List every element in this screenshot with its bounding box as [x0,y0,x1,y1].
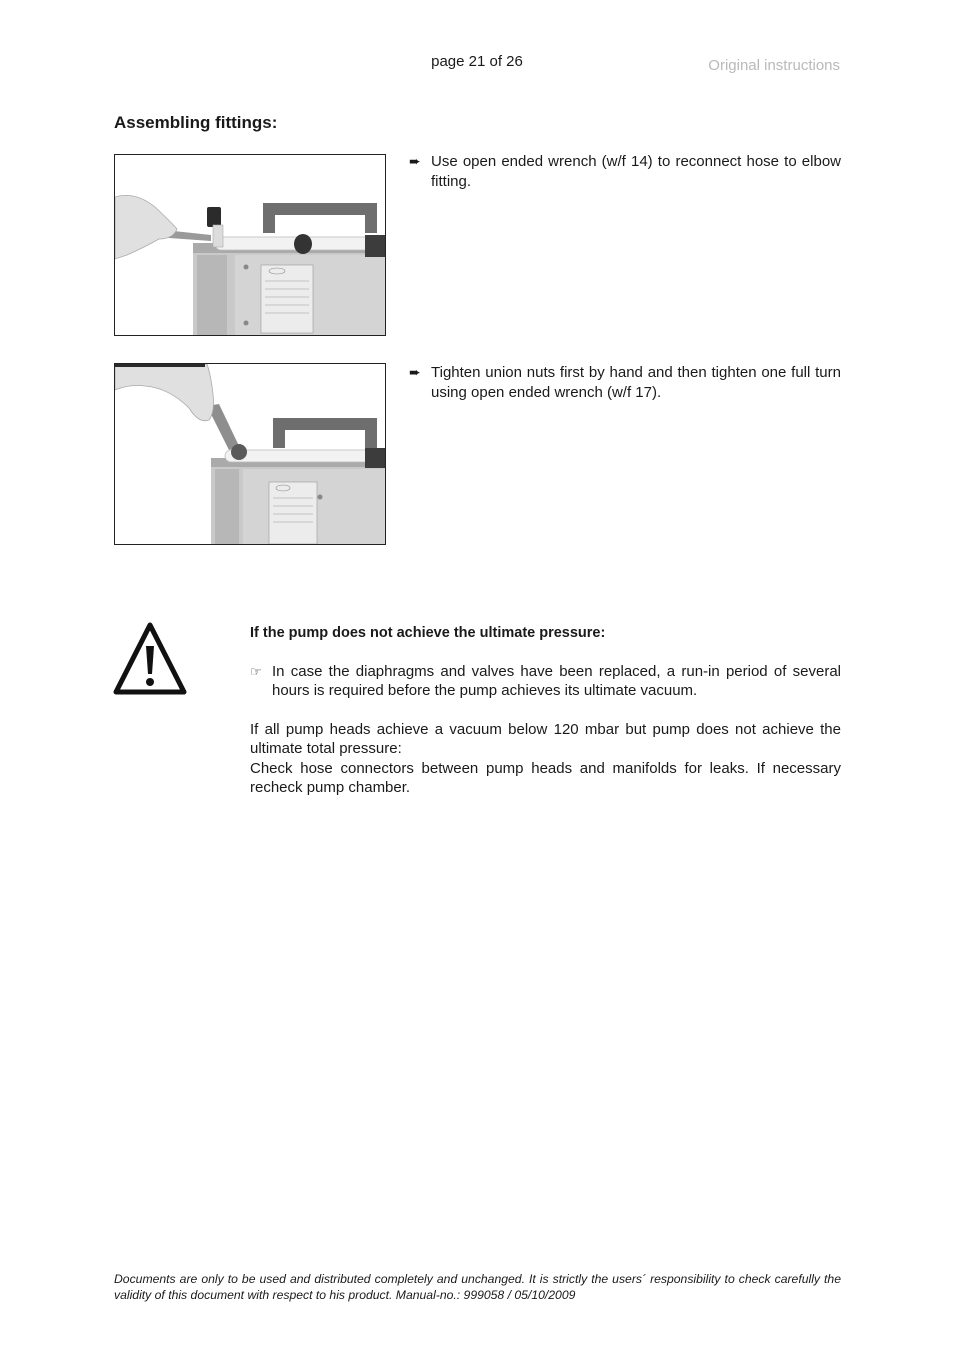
notice-bullet-text: In case the diaphragms and valves have been replaced, a run-in period of several hours is required before the pump achieves its ultimate vacuum. [272,662,841,699]
notice-title: If the pump does not achieve the ultimate pressure: [250,625,606,641]
section-heading: Assembling fittings: [114,113,278,132]
step-text: Tighten union nuts first by hand and then tighten one full turn using open ended wrench (w/f 17). [431,364,841,401]
footer-disclaimer: Documents are only to be used and distributed completely and unchanged. It is strictly the users´ responsibility to check carefully the validity of this document with respect to his product. Manual-no.: 999058 / 05/10/2009 [114,1272,841,1302]
notice-para-2: Check hose connectors between pump heads and manifolds for leaks. If necessary recheck pump chamber. [250,759,841,796]
photo-reconnect-hose [114,154,386,336]
warning-triangle-icon [112,620,188,698]
photo-tighten-union-nuts [114,363,386,545]
notice-bullet [250,662,841,701]
arrow-right-icon: ➨ [409,153,421,169]
header-note: Original instructions [708,57,840,74]
step-reconnect-hose [409,152,841,191]
arrow-right-icon: ➨ [409,364,421,380]
step-text: Use open ended wrench (w/f 14) to reconnect hose to elbow fitting. [431,153,841,190]
page-number: page 21 of 26 [431,53,523,70]
notice-paragraph [250,720,841,798]
notice-para-1: If all pump heads achieve a vacuum below 120 mbar but pump does not achieve the ultimate total pressure: [250,720,841,757]
notice-block [250,624,841,798]
pointing-hand-icon: ☞ [250,663,262,679]
step-tighten-union-nuts [409,363,841,402]
